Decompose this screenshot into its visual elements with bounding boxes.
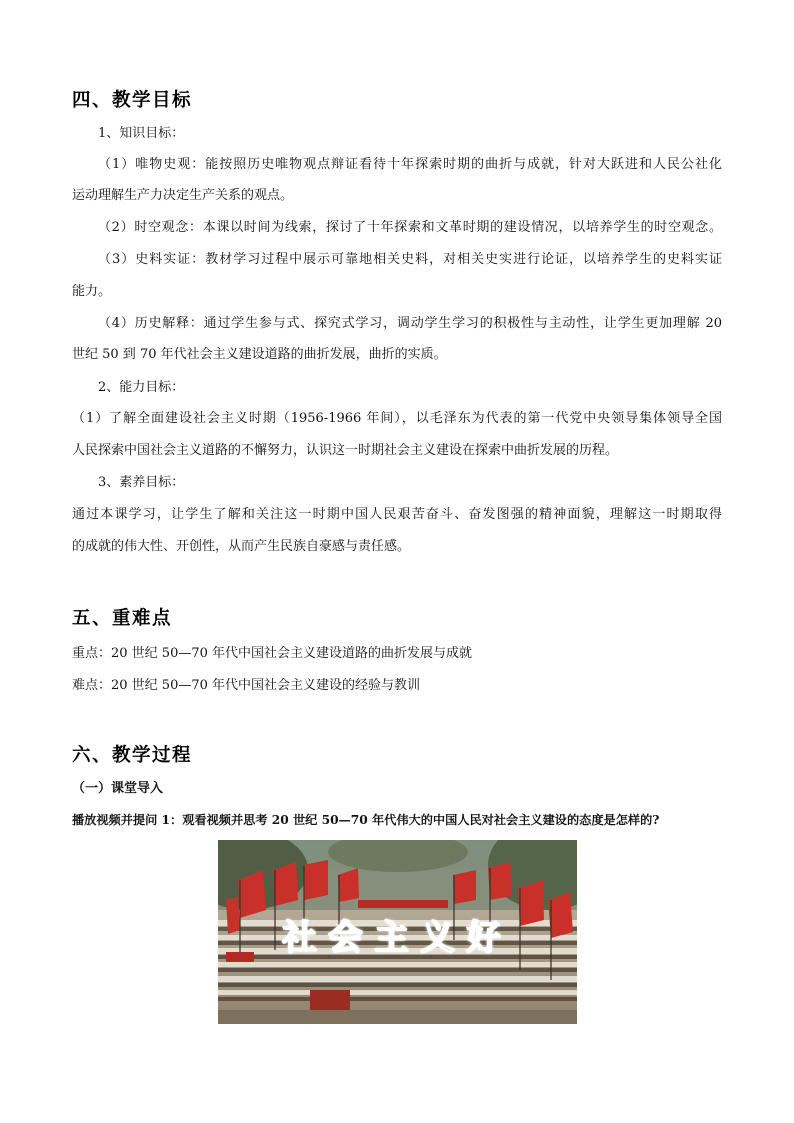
section-heading-teaching-process: 六、教学过程 xyxy=(72,745,193,766)
key-point: 重点：20 世纪 50—70 年代中国社会主义建设道路的曲折发展与成就 xyxy=(72,646,473,661)
knowledge-item-2-line-1: （2）时空观念：本课以时间为线索，探讨了十年探索和文革时期的建设情况，以培养学生的时空观念。 xyxy=(98,220,722,235)
video-caption: 社会主义好 xyxy=(282,918,513,958)
knowledge-item-3-line-2: 能力。 xyxy=(72,284,112,299)
knowledge-item-4-line-2: 世纪 50 到 70 年代社会主义建设道路的曲折发展，曲折的实质。 xyxy=(72,347,447,362)
knowledge-goal-label: 1、知识目标： xyxy=(98,126,185,141)
knowledge-item-1-line-2: 运动理解生产力决定生产关系的观点。 xyxy=(72,188,294,203)
ability-item-1-line-1: （1）了解全面建设社会主义时期（1956-1966 年间），以毛泽东为代表的第一代党中央领导集体领导全国 xyxy=(72,411,722,426)
literacy-goal-label: 3、素养目标： xyxy=(98,475,185,490)
difficult-point: 难点：20 世纪 50—70 年代中国社会主义建设的经验与教训 xyxy=(72,678,421,693)
video-still-image[interactable] xyxy=(218,840,577,1024)
literacy-item-line-2: 的成就的伟大性、开创性，从而产生民族自豪感与责任感。 xyxy=(72,539,411,554)
ability-goal-label: 2、能力目标： xyxy=(98,380,185,395)
question-1: 播放视频并提问 1：观看视频并思考 20 世纪 50—70 年代伟大的中国人民对社会主义建设的态度是怎样的? xyxy=(72,813,660,827)
section-heading-teaching-goals: 四、教学目标 xyxy=(72,90,193,111)
ability-item-1-line-2: 人民探索中国社会主义道路的不懈努力，认识这一时期社会主义建设在探索中曲折发展的历程。 xyxy=(72,443,619,458)
section-heading-key-difficult-points: 五、重难点 xyxy=(72,608,173,629)
subsection-class-intro: （一）课堂导入 xyxy=(72,781,164,796)
literacy-item-line-1: 通过本课学习，让学生了解和关注这一时期中国人民艰苦奋斗、奋发图强的精神面貌，理解这一时期取得 xyxy=(72,507,722,522)
knowledge-item-4-line-1: （4）历史解释：通过学生参与式、探究式学习，调动学生学习的积极性与主动性，让学生更加理解 20 xyxy=(98,316,722,331)
knowledge-item-1-line-1: （1）唯物史观：能按照历史唯物观点辩证看待十年探索时期的曲折与成就，针对大跃进和人民公社化 xyxy=(98,157,722,172)
knowledge-item-3-line-1: （3）史料实证：教材学习过程中展示可靠地相关史料，对相关史实进行论证，以培养学生的史料实证 xyxy=(98,252,722,267)
